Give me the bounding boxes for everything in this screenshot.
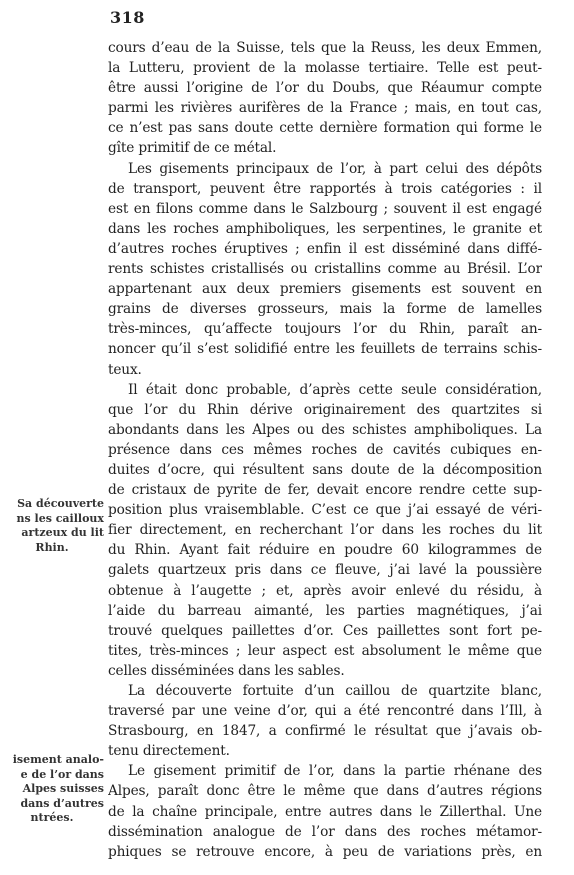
text-line: du Rhin. Ayant fait réduire en poudre 60 kilogrammes de	[108, 542, 542, 559]
margin-note-line: ntrées.	[30, 811, 74, 824]
text-line: abondants dans les Alpes ou des schistes amphiboliques. La	[108, 421, 542, 438]
text-line: traversé par une veine d’or, qui a été rencontré dans l’Ill, à	[108, 703, 542, 720]
margin-note-line: e de l’or dans	[20, 767, 104, 781]
text-line: position plus vraisemblable. C’est ce que j’ai essayé de véri-	[108, 502, 542, 519]
text-line: que l’or du Rhin dérive originairement des quartzites si	[108, 401, 542, 418]
text-line: d’autres roches éruptives ; enfin il est disséminé dans diffé-	[108, 240, 542, 257]
text-line: présence dans ces mêmes roches de cavités cubiques en-	[108, 441, 542, 458]
text-line: rents schistes cristallisés ou cristallins comme au Brésil. L’or	[108, 261, 542, 278]
text-line: appartenant aux deux premiers gisements est souvent en	[108, 281, 542, 298]
text-line: cours d’eau de la Suisse, tels que la Reuss, les deux Emmen,	[108, 40, 542, 56]
text-line: Alpes, paraît donc être le même que dans d’autres régions	[108, 783, 542, 800]
text-line: tenu directement.	[108, 743, 230, 760]
text-line: dans les roches amphiboliques, les serpentines, le granite et	[108, 220, 542, 237]
text-line: noncer qu’il s’est solidifié entre les feuillets de terrains schis-	[108, 341, 542, 358]
text-line: phiques se retrouve encore, à peu de variations près, en	[108, 843, 542, 860]
text-line: parmi les rivières aurifères de la France ; mais, en tout cas,	[108, 100, 542, 117]
paragraph	[108, 681, 542, 761]
text-line: de la chaîne principale, entre autres dans le Zillerthal. Une	[108, 803, 542, 820]
paragraph	[108, 761, 542, 861]
margin-note-line: isement analo-	[12, 753, 104, 766]
text-line: tites, très-minces ; leur aspect est absolument le même que	[108, 642, 542, 659]
text-line: de transport, peuvent être rapportés à trois catégories : il	[108, 180, 542, 197]
text-line: obtenue à l’augette ; et, après avoir enlevé du résidu, à	[108, 582, 542, 599]
text-line: trouvé quelques paillettes d’or. Ces paillettes sont fort pe-	[108, 622, 542, 639]
text-line: la Lutteru, provient de la molasse tertiaire. Telle est peut-	[108, 60, 542, 77]
text-line: est en filons comme dans le Salzbourg ; souvent il est engagé	[108, 200, 542, 217]
text-line: teux.	[108, 361, 142, 378]
margin-note-line: Sa découverte	[17, 497, 104, 510]
text-line: Il était donc probable, d’après cette seule considération,	[128, 381, 542, 398]
margin-note-line: Alpes suisses	[22, 782, 104, 795]
text-line: ce n’est pas sans doute cette dernière formation qui forme le	[108, 120, 542, 137]
body-text	[108, 38, 542, 862]
text-line: Les gisements principaux de l’or, à part celui des dépôts	[128, 160, 542, 177]
margin-note-line: ns les cailloux	[16, 511, 104, 525]
margin-note-line: Rhin.	[35, 540, 69, 554]
text-line: galets quartzeux pris dans ce fleuve, j’ai lavé la poussière	[108, 562, 542, 579]
text-line: très-minces, qu’affecte toujours l’or du Rhin, paraît an-	[108, 321, 542, 338]
margin-note-line: artzeux du lit	[21, 526, 104, 539]
margin-note-analogous-deposit	[0, 753, 104, 826]
text-line: de cristaux de pyrite de fer, devait encore rendre cette sup-	[108, 482, 542, 499]
paragraph	[108, 159, 542, 380]
page-number: 318	[110, 8, 145, 27]
text-line: La découverte fortuite d’un caillou de quartzite blanc,	[128, 683, 542, 699]
text-line: l’aide du barreau aimanté, les parties magnétiques, j’ai	[108, 602, 542, 619]
margin-note-discovery	[0, 497, 104, 555]
text-line: celles disséminées dans les sables.	[108, 662, 345, 679]
paragraph	[108, 380, 542, 681]
margin-note-line: dans d’autres	[20, 796, 104, 810]
text-line: fier directement, en recherchant l’or dans les roches du lit	[108, 522, 542, 539]
text-line: être aussi l’origine de l’or du Doubs, que Réaumur compte	[108, 80, 542, 97]
text-line: duites d’ocre, qui résultent sans doute de la décomposition	[108, 461, 542, 478]
text-line: Le gisement primitif de l’or, dans la partie rhénane des	[128, 763, 542, 780]
text-line: Strasbourg, en 1847, a confirmé le résultat que j’avais ob-	[108, 723, 542, 740]
text-line: gîte primitif de ce métal.	[108, 140, 277, 157]
paragraph	[108, 38, 542, 159]
text-line: dissémination analogue de l’or dans des roches métamor-	[108, 823, 542, 840]
text-line: grains de diverses grosseurs, mais la forme de lamelles	[108, 301, 542, 318]
